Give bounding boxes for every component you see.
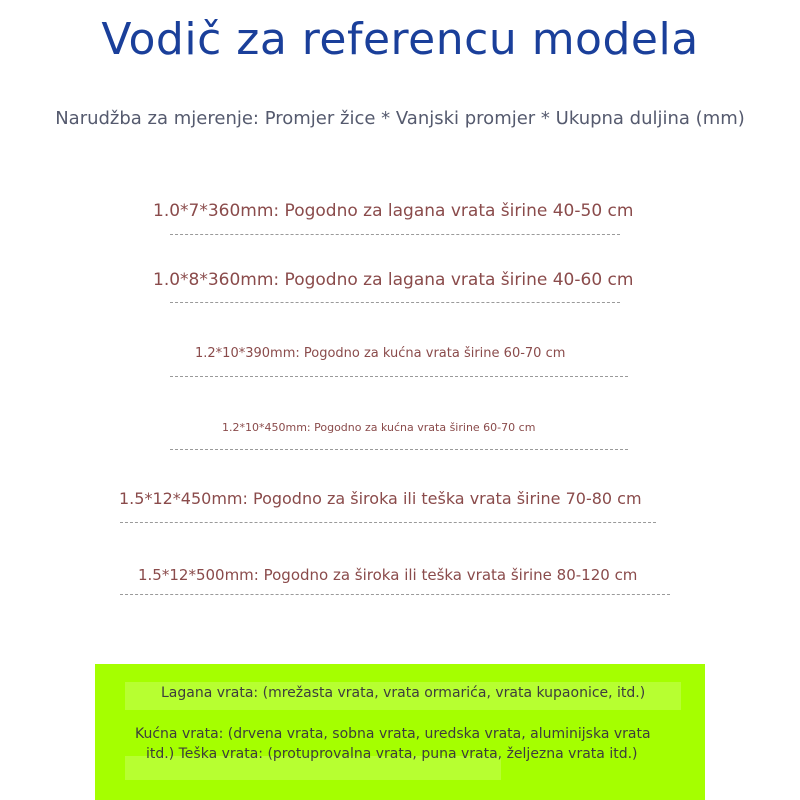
note-light-doors: Lagana vrata: (mrežasta vrata, vrata ormarića, vrata kupaonice, itd.) [161, 685, 646, 701]
note-heavy-doors: itd.) Teška vrata: (protuprovalna vrata, puna vrata, željezna vrata itd.) [146, 746, 638, 762]
spec-item-2: 1.0*8*360mm: Pogodno za lagana vrata širine 40-60 cm [153, 270, 634, 290]
spec-item-5: 1.5*12*450mm: Pogodno za široka ili teška vrata širine 70-80 cm [119, 489, 642, 508]
spec-divider-6 [120, 594, 670, 595]
note-house-doors: Kućna vrata: (drvena vrata, sobna vrata, uredska vrata, aluminijska vrata [135, 726, 651, 742]
door-type-notes [95, 664, 705, 800]
spec-item-6: 1.5*12*500mm: Pogodno za široka ili teška vrata širine 80-120 cm [138, 566, 638, 584]
spec-divider-5 [120, 522, 656, 523]
spec-item-1: 1.0*7*360mm: Pogodno za lagana vrata širine 40-50 cm [153, 201, 634, 221]
spec-divider-3 [170, 376, 628, 377]
spec-divider-4 [170, 449, 628, 450]
spec-item-3: 1.2*10*390mm: Pogodno za kućna vrata širine 60-70 cm [195, 346, 566, 361]
measurement-order-subtitle: Narudžba za mjerenje: Promjer žice * Vanjski promjer * Ukupna duljina (mm) [55, 108, 745, 129]
spec-divider-1 [170, 234, 620, 235]
spec-item-4: 1.2*10*450mm: Pogodno za kućna vrata širine 60-70 cm [222, 421, 536, 434]
page-title: Vodič za referencu modela [101, 14, 699, 65]
spec-divider-2 [170, 302, 620, 303]
